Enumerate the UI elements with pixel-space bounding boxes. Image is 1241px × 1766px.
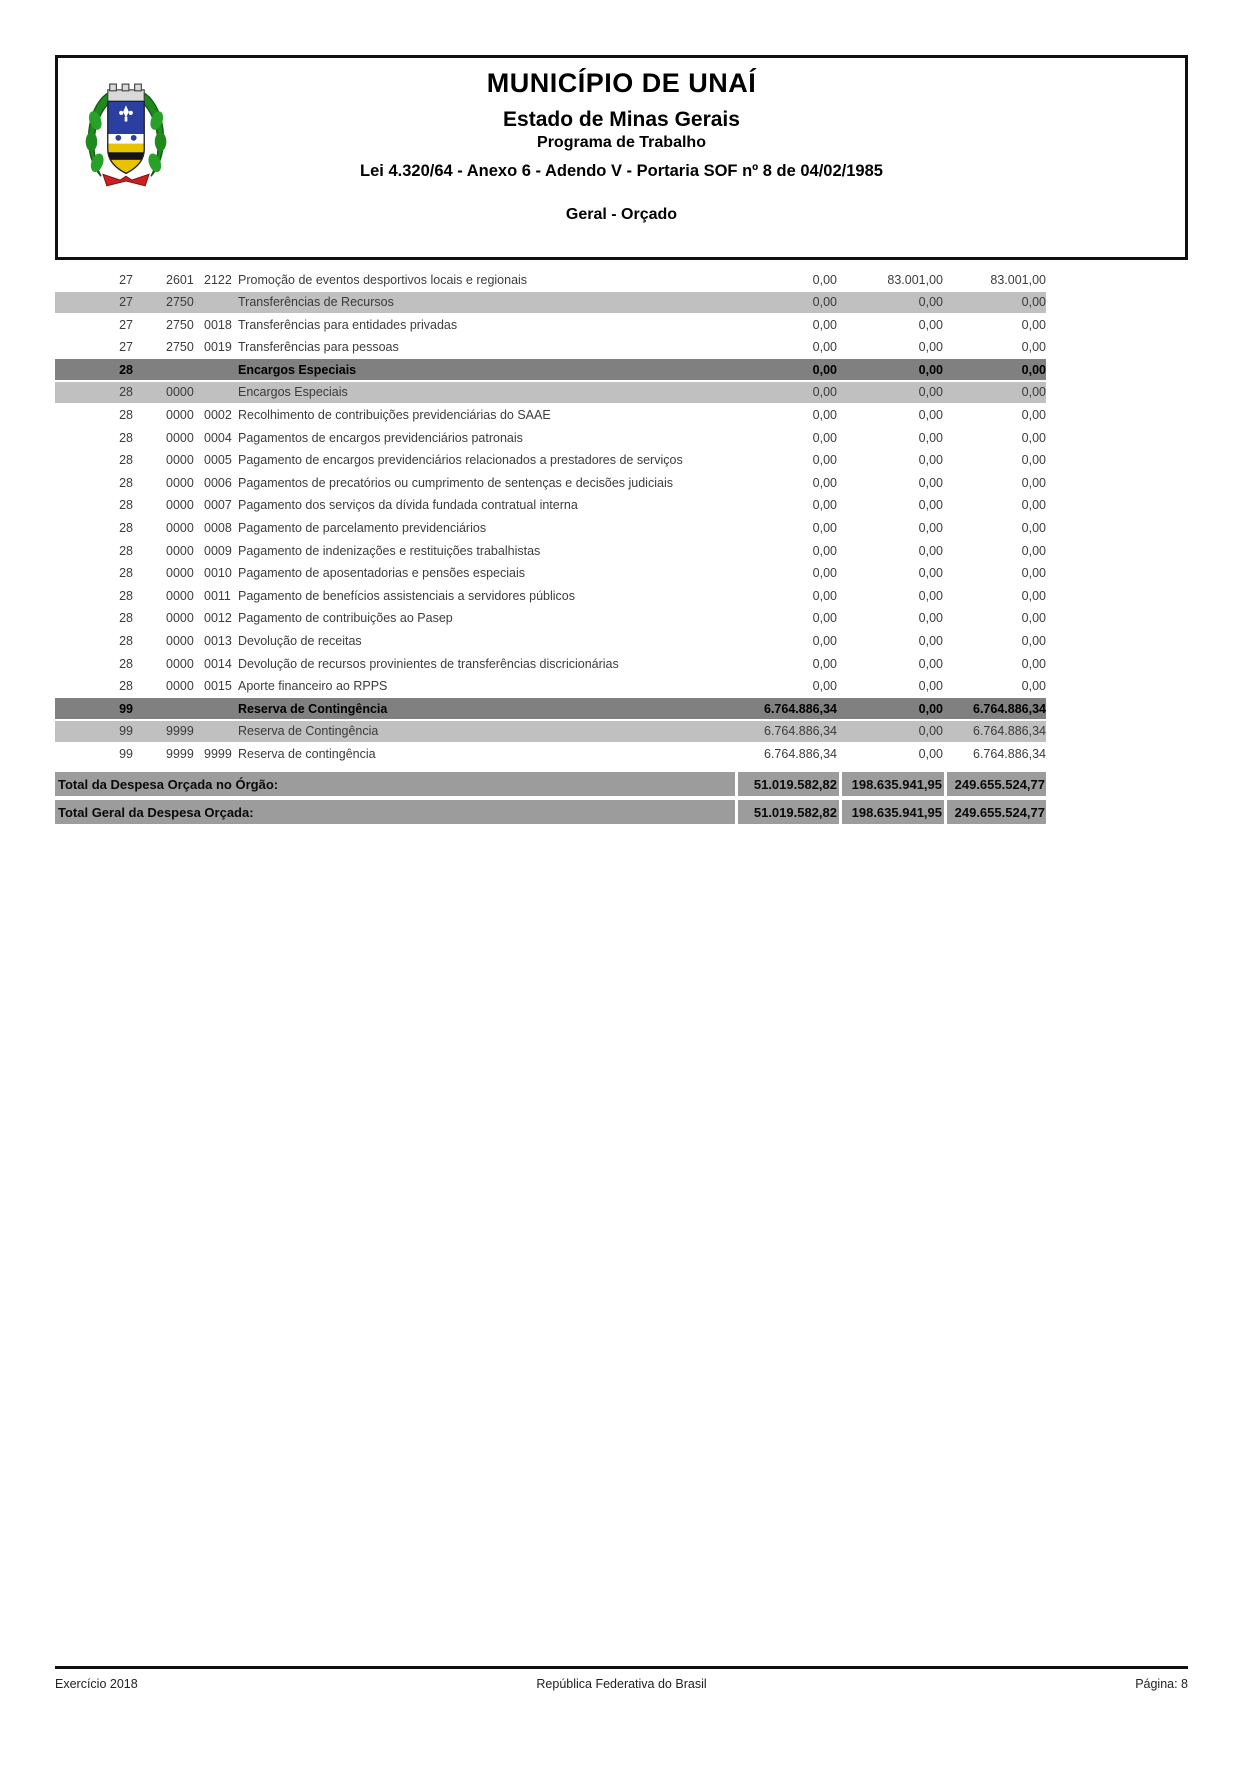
value-cell-3: 0,00 <box>1021 385 1046 400</box>
value-cell-2: 0,00 <box>918 634 943 648</box>
value-cell-2: 0,00 <box>918 453 943 468</box>
value-cell-3: 83.001,00 <box>990 272 1046 287</box>
value-cell-1: 0,00 <box>812 362 837 377</box>
footer-exercise-year: Exercício 2018 <box>55 1677 138 1691</box>
unit-code-cell: 2750 <box>166 295 194 310</box>
unit-code-cell: 2750 <box>166 340 194 355</box>
table-row <box>55 563 1046 584</box>
table-row <box>55 337 1046 358</box>
unit-code-cell: 9999 <box>166 724 194 739</box>
value-cell-3: 0,00 <box>1021 408 1046 423</box>
unit-code-cell: 0000 <box>166 521 194 536</box>
value-cell-1: 0,00 <box>812 611 837 626</box>
state-name: Estado de Minas Gerais <box>503 108 740 131</box>
action-code-cell: 0013 <box>204 634 232 648</box>
unit-code-cell: 0000 <box>166 430 194 445</box>
value-cell-3: 0,00 <box>1021 295 1046 310</box>
description-cell: Reserva de Contingência <box>238 724 379 739</box>
total-value-cell-1: 51.019.582,82 <box>738 800 839 824</box>
value-cell-3: 0,00 <box>1021 588 1046 603</box>
report-title: Programa de Trabalho <box>537 134 706 151</box>
action-code-cell: 2122 <box>204 272 232 287</box>
table-row <box>55 698 1046 719</box>
org-code-cell: 28 <box>119 566 133 581</box>
description-cell: Reserva de contingência <box>238 746 376 761</box>
description-cell: Pagamento de encargos previdenciários relacionados a prestadores de serviços <box>238 453 683 468</box>
org-code-cell: 28 <box>119 679 133 694</box>
table-row <box>55 382 1046 403</box>
value-cell-3: 0,00 <box>1021 656 1046 671</box>
org-code-cell: 28 <box>119 521 133 536</box>
value-cell-2: 0,00 <box>918 656 943 671</box>
action-code-cell: 0008 <box>204 521 232 536</box>
org-code-cell: 28 <box>119 475 133 490</box>
org-code-cell: 28 <box>119 543 133 558</box>
org-code-cell: 27 <box>119 317 133 332</box>
action-code-cell: 0019 <box>204 340 232 355</box>
action-code-cell: 0005 <box>204 453 232 468</box>
value-cell-1: 6.764.886,34 <box>764 701 837 716</box>
value-cell-3: 0,00 <box>1021 611 1046 626</box>
org-code-cell: 28 <box>119 588 133 603</box>
description-cell: Devolução de receitas <box>238 634 362 648</box>
table-row <box>55 585 1046 606</box>
total-value-cell-3: 249.655.524,77 <box>947 772 1046 796</box>
value-cell-2: 0,00 <box>918 475 943 490</box>
unit-code-cell: 2601 <box>166 272 194 287</box>
value-cell-1: 0,00 <box>812 385 837 400</box>
table-row <box>55 472 1046 493</box>
org-code-cell: 28 <box>119 362 133 377</box>
org-code-cell: 28 <box>119 634 133 648</box>
value-cell-2: 0,00 <box>918 408 943 423</box>
table-row <box>55 495 1046 516</box>
value-cell-2: 0,00 <box>918 724 943 739</box>
unit-code-cell: 0000 <box>166 611 194 626</box>
description-cell: Devolução de recursos provinientes de transferências discricionárias <box>238 656 619 671</box>
total-value-cell-3: 249.655.524,77 <box>947 800 1046 824</box>
description-cell: Pagamento de parcelamento previdenciários <box>238 521 487 536</box>
org-code-cell: 28 <box>119 656 133 671</box>
action-code-cell: 0009 <box>204 543 232 558</box>
org-code-cell: 28 <box>119 408 133 423</box>
report-scope: Geral - Orçado <box>565 206 678 223</box>
value-cell-3: 6.764.886,34 <box>973 724 1046 739</box>
action-code-cell: 0015 <box>204 679 232 694</box>
table-row <box>55 676 1046 697</box>
footer-country: República Federativa do Brasil <box>536 1677 707 1691</box>
value-cell-1: 0,00 <box>812 272 837 287</box>
action-code-cell: 0007 <box>204 498 232 513</box>
org-code-cell: 27 <box>119 295 133 310</box>
value-cell-2: 0,00 <box>918 566 943 581</box>
value-cell-1: 0,00 <box>812 317 837 332</box>
value-cell-1: 0,00 <box>812 656 837 671</box>
value-cell-3: 0,00 <box>1021 498 1046 513</box>
value-cell-2: 0,00 <box>918 295 943 310</box>
value-cell-2: 0,00 <box>918 701 943 716</box>
value-cell-3: 0,00 <box>1021 679 1046 694</box>
org-code-cell: 28 <box>119 430 133 445</box>
value-cell-2: 0,00 <box>918 679 943 694</box>
total-value-cell-1: 51.019.582,82 <box>738 772 839 796</box>
action-code-cell: 0004 <box>204 430 232 445</box>
unit-code-cell: 0000 <box>166 475 194 490</box>
value-cell-1: 0,00 <box>812 588 837 603</box>
table-row <box>55 721 1046 742</box>
total-value-cell-2: 198.635.941,95 <box>842 772 944 796</box>
description-cell: Promoção de eventos desportivos locais e regionais <box>238 272 528 287</box>
table-row <box>55 518 1046 539</box>
value-cell-1: 0,00 <box>812 566 837 581</box>
description-cell: Pagamento de aposentadorias e pensões especiais <box>238 566 526 581</box>
action-code-cell: 9999 <box>204 746 232 761</box>
table-row <box>55 292 1046 313</box>
value-cell-3: 0,00 <box>1021 317 1046 332</box>
table-row <box>55 405 1046 426</box>
unit-code-cell: 0000 <box>166 385 194 400</box>
action-code-cell: 0002 <box>204 408 232 423</box>
description-cell: Pagamento de benefícios assistenciais a servidores públicos <box>238 588 575 603</box>
value-cell-2: 0,00 <box>918 340 943 355</box>
org-code-cell: 28 <box>119 611 133 626</box>
org-code-cell: 28 <box>119 498 133 513</box>
table-row <box>55 427 1046 448</box>
org-code-cell: 27 <box>119 272 133 287</box>
description-cell: Aporte financeiro ao RPPS <box>238 679 388 694</box>
description-cell: Pagamento de contribuições ao Pasep <box>238 611 453 626</box>
org-code-cell: 99 <box>119 746 133 761</box>
value-cell-3: 6.764.886,34 <box>973 746 1046 761</box>
value-cell-3: 6.764.886,34 <box>973 701 1046 716</box>
action-code-cell: 0012 <box>204 611 232 626</box>
unit-code-cell: 0000 <box>166 453 194 468</box>
municipal-coat-of-arms-icon <box>78 78 174 190</box>
table-row <box>55 269 1046 290</box>
unit-code-cell: 0000 <box>166 679 194 694</box>
org-code-cell: 99 <box>119 724 133 739</box>
table-row <box>55 743 1046 764</box>
unit-code-cell: 9999 <box>166 746 194 761</box>
value-cell-3: 0,00 <box>1021 430 1046 445</box>
value-cell-3: 0,00 <box>1021 521 1046 536</box>
org-code-cell: 28 <box>119 385 133 400</box>
description-cell: Transferências de Recursos <box>238 295 394 310</box>
value-cell-2: 0,00 <box>918 385 943 400</box>
totals-section <box>55 772 1046 828</box>
table-row <box>55 314 1046 335</box>
action-code-cell: 0006 <box>204 475 232 490</box>
value-cell-1: 0,00 <box>812 475 837 490</box>
value-cell-1: 0,00 <box>812 430 837 445</box>
description-cell: Transferências para pessoas <box>238 340 399 355</box>
value-cell-2: 0,00 <box>918 430 943 445</box>
org-code-cell: 28 <box>119 453 133 468</box>
org-code-cell: 99 <box>119 701 133 716</box>
value-cell-1: 0,00 <box>812 295 837 310</box>
description-cell: Pagamentos de encargos previdenciários patronais <box>238 430 523 445</box>
unit-code-cell: 0000 <box>166 656 194 671</box>
value-cell-3: 0,00 <box>1021 362 1046 377</box>
description-cell: Recolhimento de contribuições previdenciárias do SAAE <box>238 408 551 423</box>
description-cell: Pagamento de indenizações e restituições trabalhistas <box>238 543 541 558</box>
unit-code-cell: 0000 <box>166 634 194 648</box>
value-cell-1: 0,00 <box>812 679 837 694</box>
total-value-cell-2: 198.635.941,95 <box>842 800 944 824</box>
value-cell-3: 0,00 <box>1021 340 1046 355</box>
value-cell-3: 0,00 <box>1021 566 1046 581</box>
report-header <box>55 55 1188 260</box>
value-cell-2: 83.001,00 <box>887 272 943 287</box>
value-cell-2: 0,00 <box>918 521 943 536</box>
action-code-cell: 0014 <box>204 656 232 671</box>
total-row <box>55 772 1046 796</box>
action-code-cell: 0018 <box>204 317 232 332</box>
law-reference: Lei 4.320/64 - Anexo 6 - Adendo V - Portaria SOF nº 8 de 04/02/1985 <box>360 162 883 180</box>
footer-divider <box>55 1666 1188 1669</box>
action-code-cell: 0010 <box>204 566 232 581</box>
table-row <box>55 359 1046 380</box>
total-label-cell: Total da Despesa Orçada no Órgão: <box>55 772 735 796</box>
value-cell-2: 0,00 <box>918 588 943 603</box>
budget-table <box>55 269 1046 766</box>
value-cell-2: 0,00 <box>918 317 943 332</box>
municipality-name: MUNICÍPIO DE UNAÍ <box>486 68 757 98</box>
unit-code-cell: 0000 <box>166 498 194 513</box>
description-cell: Transferências para entidades privadas <box>238 317 458 332</box>
value-cell-1: 0,00 <box>812 453 837 468</box>
value-cell-2: 0,00 <box>918 611 943 626</box>
value-cell-3: 0,00 <box>1021 475 1046 490</box>
value-cell-1: 6.764.886,34 <box>764 724 837 739</box>
value-cell-1: 0,00 <box>812 498 837 513</box>
value-cell-1: 0,00 <box>812 521 837 536</box>
org-code-cell: 27 <box>119 340 133 355</box>
unit-code-cell: 2750 <box>166 317 194 332</box>
table-row <box>55 450 1046 471</box>
unit-code-cell: 0000 <box>166 566 194 581</box>
value-cell-1: 0,00 <box>812 634 837 648</box>
value-cell-3: 0,00 <box>1021 453 1046 468</box>
page-footer <box>55 1677 1188 1691</box>
value-cell-1: 6.764.886,34 <box>764 746 837 761</box>
footer-page-number: Página: 8 <box>1135 1677 1189 1691</box>
unit-code-cell: 0000 <box>166 588 194 603</box>
value-cell-3: 0,00 <box>1021 634 1046 648</box>
action-code-cell: 0011 <box>204 588 231 603</box>
description-cell: Reserva de Contingência <box>238 701 388 716</box>
value-cell-2: 0,00 <box>918 362 943 377</box>
unit-code-cell: 0000 <box>166 408 194 423</box>
table-row <box>55 631 1046 652</box>
table-row <box>55 540 1046 561</box>
description-cell: Pagamentos de precatórios ou cumprimento de sentenças e decisões judiciais <box>238 475 673 490</box>
description-cell: Encargos Especiais <box>238 385 348 400</box>
value-cell-1: 0,00 <box>812 340 837 355</box>
value-cell-2: 0,00 <box>918 543 943 558</box>
description-cell: Encargos Especiais <box>238 362 357 377</box>
value-cell-2: 0,00 <box>918 746 943 761</box>
description-cell: Pagamento dos serviços da dívida fundada contratual interna <box>238 498 578 513</box>
table-row <box>55 653 1046 674</box>
total-label-cell: Total Geral da Despesa Orçada: <box>55 800 735 824</box>
value-cell-2: 0,00 <box>918 498 943 513</box>
value-cell-1: 0,00 <box>812 408 837 423</box>
value-cell-3: 0,00 <box>1021 543 1046 558</box>
total-row <box>55 800 1046 824</box>
value-cell-1: 0,00 <box>812 543 837 558</box>
unit-code-cell: 0000 <box>166 543 194 558</box>
table-row <box>55 608 1046 629</box>
